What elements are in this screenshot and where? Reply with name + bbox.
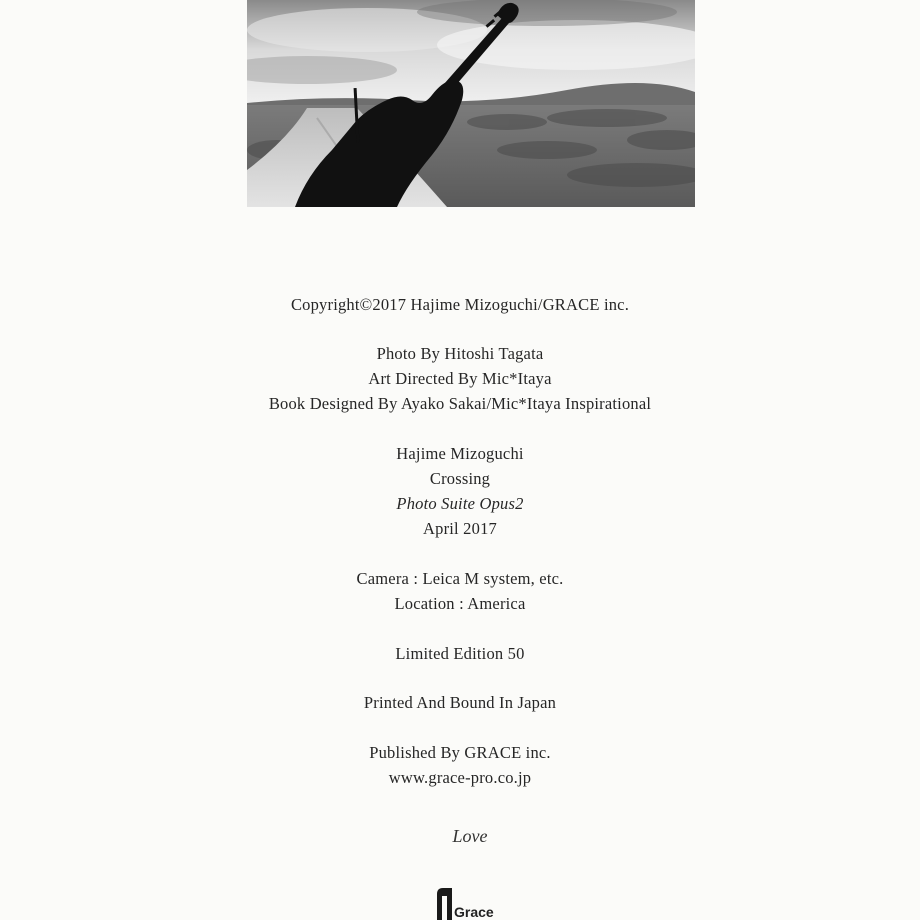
copyright-line: Copyright©2017 Hajime Mizoguchi/GRACE inc. [290, 295, 630, 314]
grace-logo-icon [437, 886, 452, 920]
grace-logo-text: Grace [454, 904, 494, 920]
specs-block [0, 566, 920, 616]
book-title: Crossing [429, 469, 491, 488]
edition-line: Limited Edition 50 [395, 644, 525, 663]
website-line: www.grace-pro.co.jp [388, 768, 532, 787]
photo-credit: Photo By Hitoshi Tagata [376, 344, 544, 363]
grace-logo [437, 886, 494, 920]
cello-photo [247, 0, 695, 207]
edition-block [0, 641, 920, 666]
colophon-text [0, 292, 920, 317]
book-subtitle: Photo Suite Opus2 [396, 494, 524, 513]
printed-line: Printed And Bound In Japan [363, 693, 557, 712]
book-design-credit: Book Designed By Ayako Sakai/Mic*Itaya Inspirational [268, 394, 652, 413]
art-direction-credit: Art Directed By Mic*Itaya [368, 369, 552, 388]
printed-block [0, 690, 920, 715]
title-block [0, 441, 920, 541]
camera-spec: Camera : Leica M system, etc. [356, 569, 564, 588]
signoff-love: Love [452, 826, 488, 846]
credits-block [0, 341, 920, 416]
location-spec: Location : America [394, 594, 526, 613]
publisher-line: Published By GRACE inc. [369, 743, 551, 762]
publication-date: April 2017 [423, 519, 497, 538]
publisher-block [0, 740, 920, 790]
author-name: Hajime Mizoguchi [396, 444, 524, 463]
